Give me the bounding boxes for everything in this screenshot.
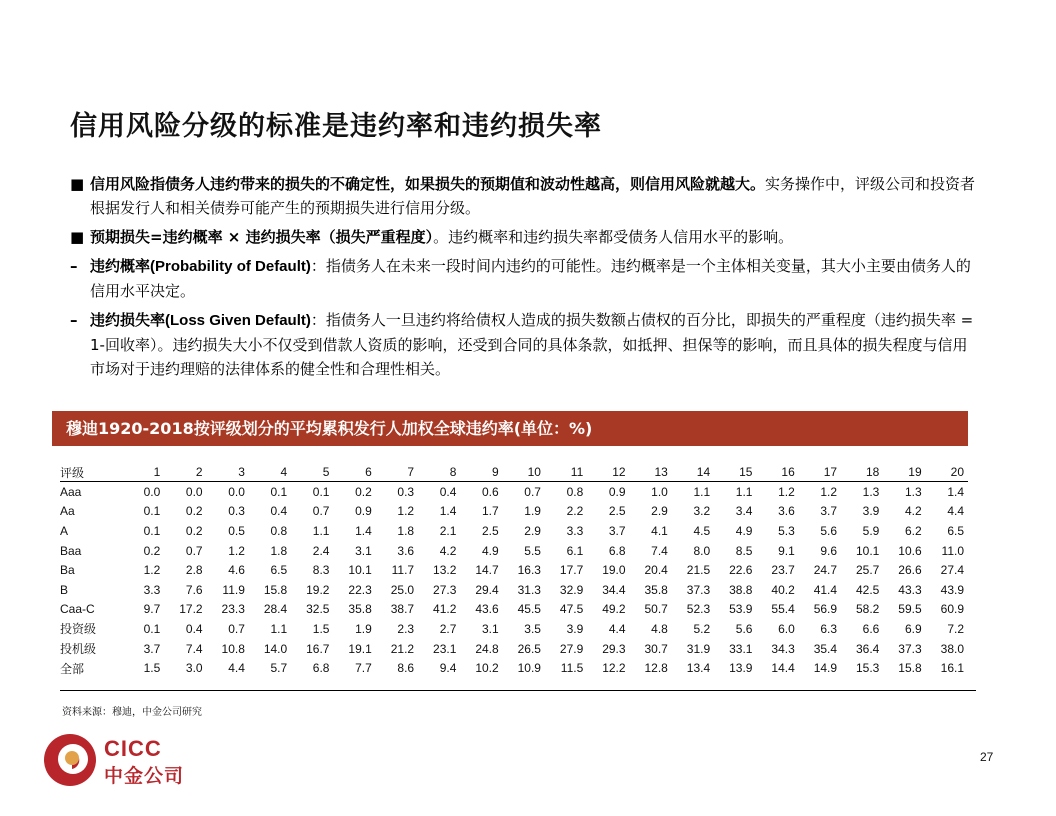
default-rate-table	[60, 463, 968, 678]
year-header: 17	[799, 463, 841, 482]
table-cell: 3.6	[397, 543, 415, 558]
table-cell: 19.0	[602, 563, 626, 578]
table-cell: 4.4	[608, 621, 626, 636]
year-header: 13	[630, 463, 672, 482]
table-cell: 6.3	[820, 621, 838, 636]
table-cell: 0.7	[185, 543, 203, 558]
table-cell: 4.1	[651, 523, 668, 538]
table-cell: 3.4	[735, 504, 753, 519]
table-cell: 15.8	[898, 661, 922, 676]
table-cell: 58.2	[855, 602, 880, 617]
table-cell: 36.4	[855, 641, 880, 656]
table-cell: 12.2	[602, 661, 626, 676]
table-cell: 0.1	[270, 484, 288, 499]
table-cell: 3.5	[524, 621, 541, 636]
rating-label: 投机级	[60, 642, 97, 657]
table-cell: 5.5	[524, 543, 541, 558]
table-cell: 37.3	[898, 641, 922, 656]
rating-label: Aa	[60, 504, 75, 519]
table-cell: 10.8	[221, 641, 245, 656]
table-cell: 35.8	[348, 602, 372, 617]
table-header-row	[60, 463, 968, 482]
bullet-term: (Probability of Default)	[150, 258, 311, 275]
table-cell: 4.9	[481, 543, 499, 558]
table-cell: 3.0	[185, 661, 203, 676]
year-header: 14	[672, 463, 714, 482]
table-cell: 43.6	[475, 602, 499, 617]
table-cell: 0.2	[185, 523, 203, 538]
table-title-banner: 穆迪1920-2018按评级划分的平均累积发行人加权全球违约率(单位：%)	[52, 411, 968, 446]
table-cell: 0.4	[270, 504, 288, 519]
year-header: 7	[376, 463, 418, 482]
table-cell: 4.2	[904, 504, 922, 519]
table-cell: 2.3	[397, 621, 415, 636]
bullet-rest-text: 。违约概率和违约损失率都受债务人信用水平的影响。	[433, 228, 794, 246]
table-row	[60, 600, 968, 620]
year-header: 16	[756, 463, 798, 482]
table-cell: 23.1	[433, 641, 457, 656]
table-cell: 1.7	[481, 504, 499, 519]
table-cell: 42.5	[855, 582, 880, 597]
bullet-item	[70, 254, 980, 303]
year-header: 15	[714, 463, 756, 482]
table-cell: 3.7	[820, 504, 838, 519]
table-cell: 27.4	[940, 563, 964, 578]
table-cell: 1.1	[312, 523, 330, 538]
table-cell: 6.9	[904, 621, 922, 636]
table-cell: 15.3	[855, 661, 880, 676]
bullet-text	[90, 308, 980, 381]
cicc-logo-icon	[42, 732, 98, 788]
table-cell: 6.5	[270, 563, 288, 578]
bullet-rest-text: ：指债务人一旦违约将给债权人造成的损失数额占债权的百分比，即损失的严重程度（违约损失率 = 1-回收率）。违约损失大小不仅受到借款人资质的影响，还受到合同的具体条款，如抵押、担保等的影响，而且具体的损失程度与信用市场对于违约理赔的法律体系的健全性和合理性相关。	[90, 311, 974, 378]
table-cell: 16.1	[940, 661, 964, 676]
table-cell: 27.3	[433, 582, 457, 597]
table-cell: 6.6	[862, 621, 880, 636]
table-row	[60, 482, 968, 502]
table-cell: 0.7	[524, 484, 541, 499]
table-cell: 11.9	[222, 582, 245, 597]
table-cell: 32.5	[306, 602, 330, 617]
table-cell: 45.5	[517, 602, 541, 617]
table-cell: 33.1	[729, 641, 753, 656]
table-cell: 4.4	[947, 504, 964, 519]
cicc-logo	[42, 732, 202, 788]
year-header: 4	[249, 463, 291, 482]
table-cell: 0.8	[566, 484, 584, 499]
table-cell: 13.2	[433, 563, 457, 578]
table-cell: 5.6	[735, 621, 753, 636]
table-cell: 1.0	[651, 484, 668, 499]
bullet-bold-text: 信用风险指债务人违约带来的损失的不确定性，如果损失的预期值和波动性越高，则信用风险就越大。	[90, 175, 766, 193]
table-cell: 9.6	[820, 543, 838, 558]
table-cell: 0.4	[185, 621, 203, 636]
rating-label: Aaa	[60, 484, 82, 499]
table-cell: 3.2	[693, 504, 711, 519]
table-cell: 43.9	[940, 582, 964, 597]
table-cell: 0.0	[228, 484, 245, 499]
table-cell: 4.4	[228, 661, 245, 676]
table-cell: 15.8	[263, 582, 288, 597]
year-header: 6	[333, 463, 375, 482]
table-cell: 38.7	[390, 602, 415, 617]
table-cell: 3.3	[143, 582, 161, 597]
table-cell: 1.3	[904, 484, 922, 499]
year-header: 18	[841, 463, 883, 482]
table-cell: 1.5	[312, 621, 330, 636]
table-cell: 8.0	[693, 543, 711, 558]
table-cell: 1.8	[270, 543, 288, 558]
table-cell: 0.3	[397, 484, 415, 499]
page-number: 27	[980, 750, 994, 764]
table-cell: 1.4	[355, 523, 372, 538]
table-cell: 1.2	[820, 484, 838, 499]
table-cell: 55.4	[771, 602, 795, 617]
table-cell: 5.9	[862, 523, 880, 538]
table-cell: 26.6	[898, 563, 922, 578]
table-row	[60, 521, 968, 541]
year-header: 8	[418, 463, 460, 482]
table-cell: 22.6	[729, 563, 753, 578]
table-cell: 25.7	[855, 563, 880, 578]
table-cell: 5.3	[778, 523, 795, 538]
table-cell: 1.9	[355, 621, 372, 636]
table-cell: 25.0	[390, 582, 415, 597]
table-cell: 29.4	[475, 582, 499, 597]
table-cell: 14.7	[475, 563, 499, 578]
table-cell: 12.8	[644, 661, 668, 676]
table-cell: 0.0	[185, 484, 203, 499]
bullet-bold-text: 预期损失=违约概率 × 违约损失率（损失严重程度）	[90, 228, 434, 246]
table-cell: 3.7	[608, 523, 626, 538]
year-header: 2	[164, 463, 206, 482]
table-cell: 21.5	[686, 563, 711, 578]
table-cell: 1.9	[524, 504, 541, 519]
table-cell: 49.2	[602, 602, 626, 617]
table-cell: 13.4	[686, 661, 711, 676]
table-cell: 9.7	[143, 602, 161, 617]
table-cell: 7.2	[947, 621, 964, 636]
table-cell: 11.5	[560, 661, 584, 676]
table-cell: 23.7	[771, 563, 795, 578]
table-cell: 31.3	[517, 582, 541, 597]
table-row	[60, 619, 968, 639]
year-header: 11	[545, 463, 587, 482]
table-cell: 4.8	[651, 621, 668, 636]
table-cell: 34.4	[602, 582, 626, 597]
year-header: 12	[587, 463, 629, 482]
rating-label: Caa-C	[60, 602, 95, 617]
table-cell: 11.0	[941, 543, 964, 558]
table-cell: 6.8	[312, 661, 330, 676]
table-cell: 32.9	[559, 582, 584, 597]
table-cell: 8.5	[735, 543, 753, 558]
table-cell: 17.7	[559, 563, 584, 578]
bullet-text	[90, 172, 980, 220]
rating-label: B	[60, 582, 69, 597]
year-header: 19	[883, 463, 925, 482]
table-cell: 10.9	[517, 661, 541, 676]
table-cell: 2.5	[608, 504, 626, 519]
table-cell: 0.2	[143, 543, 161, 558]
table-cell: 0.0	[143, 484, 161, 499]
table-cell: 14.4	[771, 661, 795, 676]
bullet-marker: ■	[70, 175, 85, 193]
table-bottom-rule	[60, 690, 976, 691]
bullet-bold-text: 违约损失率	[90, 311, 166, 329]
table-cell: 1.8	[397, 523, 415, 538]
table-cell: 1.5	[143, 661, 161, 676]
table-cell: 1.2	[778, 484, 795, 499]
table-cell: 35.4	[813, 641, 838, 656]
year-header: 20	[926, 463, 968, 482]
table-cell: 6.0	[778, 621, 795, 636]
table-cell: 4.5	[693, 523, 711, 538]
table-row	[60, 639, 968, 659]
table-cell: 0.6	[481, 484, 499, 499]
table-cell: 3.7	[143, 641, 161, 656]
table-cell: 1.1	[270, 621, 288, 636]
table-cell: 38.0	[940, 641, 964, 656]
page-title: 信用风险分级的标准是违约率和违约损失率	[70, 111, 602, 142]
table-cell: 0.1	[312, 484, 330, 499]
table-cell: 19.2	[306, 582, 330, 597]
table-cell: 6.5	[947, 523, 964, 538]
bullet-item	[70, 308, 980, 381]
table-cell: 27.9	[559, 641, 584, 656]
table-cell: 0.7	[228, 621, 245, 636]
table-cell: 19.1	[348, 641, 372, 656]
table-cell: 16.7	[306, 641, 330, 656]
table-cell: 52.3	[686, 602, 711, 617]
bullet-text	[90, 225, 980, 249]
table-cell: 9.1	[778, 543, 795, 558]
year-header: 1	[122, 463, 164, 482]
table-cell: 47.5	[559, 602, 584, 617]
table-cell: 5.2	[693, 621, 711, 636]
table-cell: 0.1	[143, 504, 161, 519]
table-cell: 22.3	[348, 582, 372, 597]
table-cell: 34.3	[771, 641, 795, 656]
table-cell: 10.6	[898, 543, 922, 558]
table-cell: 2.2	[566, 504, 584, 519]
year-header: 3	[207, 463, 249, 482]
logo-text-cn: 中金公司	[104, 765, 185, 787]
table-cell: 4.9	[735, 523, 753, 538]
table-cell: 0.9	[355, 504, 372, 519]
table-cell: 10.2	[475, 661, 499, 676]
table-row	[60, 560, 968, 580]
bullet-marker: ■	[70, 228, 85, 246]
table-cell: 14.9	[813, 661, 838, 676]
table-cell: 38.8	[729, 582, 753, 597]
table-cell: 16.3	[517, 563, 541, 578]
table-cell: 35.8	[644, 582, 668, 597]
rating-label: A	[60, 523, 69, 538]
table-cell: 2.9	[651, 504, 668, 519]
table-cell: 56.9	[813, 602, 838, 617]
table-cell: 50.7	[644, 602, 668, 617]
table-cell: 1.1	[735, 484, 753, 499]
rating-label: Ba	[60, 563, 75, 578]
bullet-text	[90, 254, 980, 303]
rating-label: 全部	[60, 661, 85, 676]
table-cell: 2.7	[439, 621, 457, 636]
bullet-list	[70, 172, 980, 386]
table-cell: 37.3	[686, 582, 711, 597]
table-cell: 5.6	[820, 523, 838, 538]
table-cell: 41.2	[433, 602, 457, 617]
table-cell: 11.7	[391, 563, 415, 578]
table-cell: 1.1	[693, 484, 711, 499]
table-cell: 23.3	[221, 602, 245, 617]
table-cell: 6.1	[566, 543, 584, 558]
table-row	[60, 541, 968, 561]
table-cell: 26.5	[517, 641, 541, 656]
table-cell: 0.1	[143, 621, 161, 636]
table-cell: 28.4	[263, 602, 288, 617]
table-cell: 30.7	[644, 641, 668, 656]
table-cell: 6.2	[904, 523, 922, 538]
table-cell: 41.4	[813, 582, 838, 597]
table-cell: 0.5	[228, 523, 245, 538]
table-cell: 10.1	[348, 563, 372, 578]
table-cell: 53.9	[729, 602, 753, 617]
logo-text-en: CICC	[104, 736, 162, 761]
table-cell: 0.2	[355, 484, 372, 499]
source-note: 资料来源：穆迪，中金公司研究	[62, 707, 202, 718]
table-cell: 3.1	[481, 621, 499, 636]
table-cell: 17.2	[179, 602, 203, 617]
table-cell: 2.5	[481, 523, 499, 538]
table-cell: 2.1	[439, 523, 457, 538]
table-cell: 0.4	[439, 484, 457, 499]
table-cell: 0.3	[228, 504, 245, 519]
table-cell: 3.9	[862, 504, 880, 519]
table-cell: 20.4	[644, 563, 668, 578]
table-cell: 1.4	[947, 484, 964, 499]
table-cell: 0.9	[608, 484, 626, 499]
table-cell: 2.9	[524, 523, 541, 538]
table-cell: 24.7	[813, 563, 838, 578]
bullet-rest-text: 实务操作中，评级公司和投资者根据发行人和相关债券可能产生的预期损失进行信用分级。	[90, 175, 976, 217]
table-cell: 10.1	[855, 543, 880, 558]
bullet-bold-text: 违约概率	[90, 257, 151, 275]
table-cell: 7.7	[355, 661, 372, 676]
bullet-item	[70, 225, 980, 249]
table-cell: 6.8	[608, 543, 626, 558]
year-header: 9	[460, 463, 502, 482]
bullet-item	[70, 172, 980, 220]
table-cell: 3.1	[355, 543, 372, 558]
table-cell: 7.4	[185, 641, 203, 656]
table-cell: 1.2	[143, 563, 161, 578]
table-cell: 1.2	[397, 504, 415, 519]
rating-label: Baa	[60, 543, 82, 558]
table-row	[60, 502, 968, 522]
table-cell: 0.1	[143, 523, 161, 538]
table-cell: 8.6	[397, 661, 415, 676]
rating-label: 投资级	[60, 622, 97, 637]
table-cell: 9.4	[439, 661, 457, 676]
table-cell: 24.8	[475, 641, 499, 656]
header-label: 评级	[60, 463, 122, 482]
table-cell: 29.3	[602, 641, 626, 656]
year-header: 10	[503, 463, 545, 482]
table-cell: 0.7	[312, 504, 330, 519]
table-cell: 4.6	[228, 563, 245, 578]
table-cell: 1.3	[862, 484, 880, 499]
table-cell: 40.2	[771, 582, 795, 597]
bullet-rest-text: ：指债务人在未来一段时间内违约的可能性。违约概率是一个主体相关变量，其大小主要由债务人的信用水平决定。	[90, 257, 971, 300]
table-cell: 2.4	[312, 543, 330, 558]
table-cell: 7.6	[185, 582, 203, 597]
table-cell: 60.9	[940, 602, 964, 617]
table-cell: 7.4	[651, 543, 668, 558]
table-cell: 43.3	[898, 582, 922, 597]
table-cell: 59.5	[898, 602, 922, 617]
bullet-term: (Loss Given Default)	[165, 312, 311, 329]
table-cell: 2.8	[185, 563, 203, 578]
bullet-marker: –	[70, 311, 78, 329]
table-cell: 13.9	[729, 661, 753, 676]
table-cell: 3.9	[566, 621, 584, 636]
table-cell: 0.8	[270, 523, 288, 538]
table-cell: 8.3	[312, 563, 330, 578]
table-cell: 0.2	[185, 504, 203, 519]
table-cell: 1.4	[439, 504, 457, 519]
bullet-marker: –	[70, 257, 78, 275]
table-cell: 3.6	[778, 504, 795, 519]
table-cell: 21.2	[390, 641, 415, 656]
table-cell: 4.2	[439, 543, 457, 558]
table-row	[60, 658, 968, 678]
table-cell: 3.3	[566, 523, 584, 538]
table-cell: 14.0	[263, 641, 288, 656]
table-cell: 1.2	[228, 543, 245, 558]
table-row	[60, 580, 968, 600]
table-cell: 31.9	[686, 641, 711, 656]
year-header: 5	[291, 463, 333, 482]
table-cell: 5.7	[270, 661, 288, 676]
